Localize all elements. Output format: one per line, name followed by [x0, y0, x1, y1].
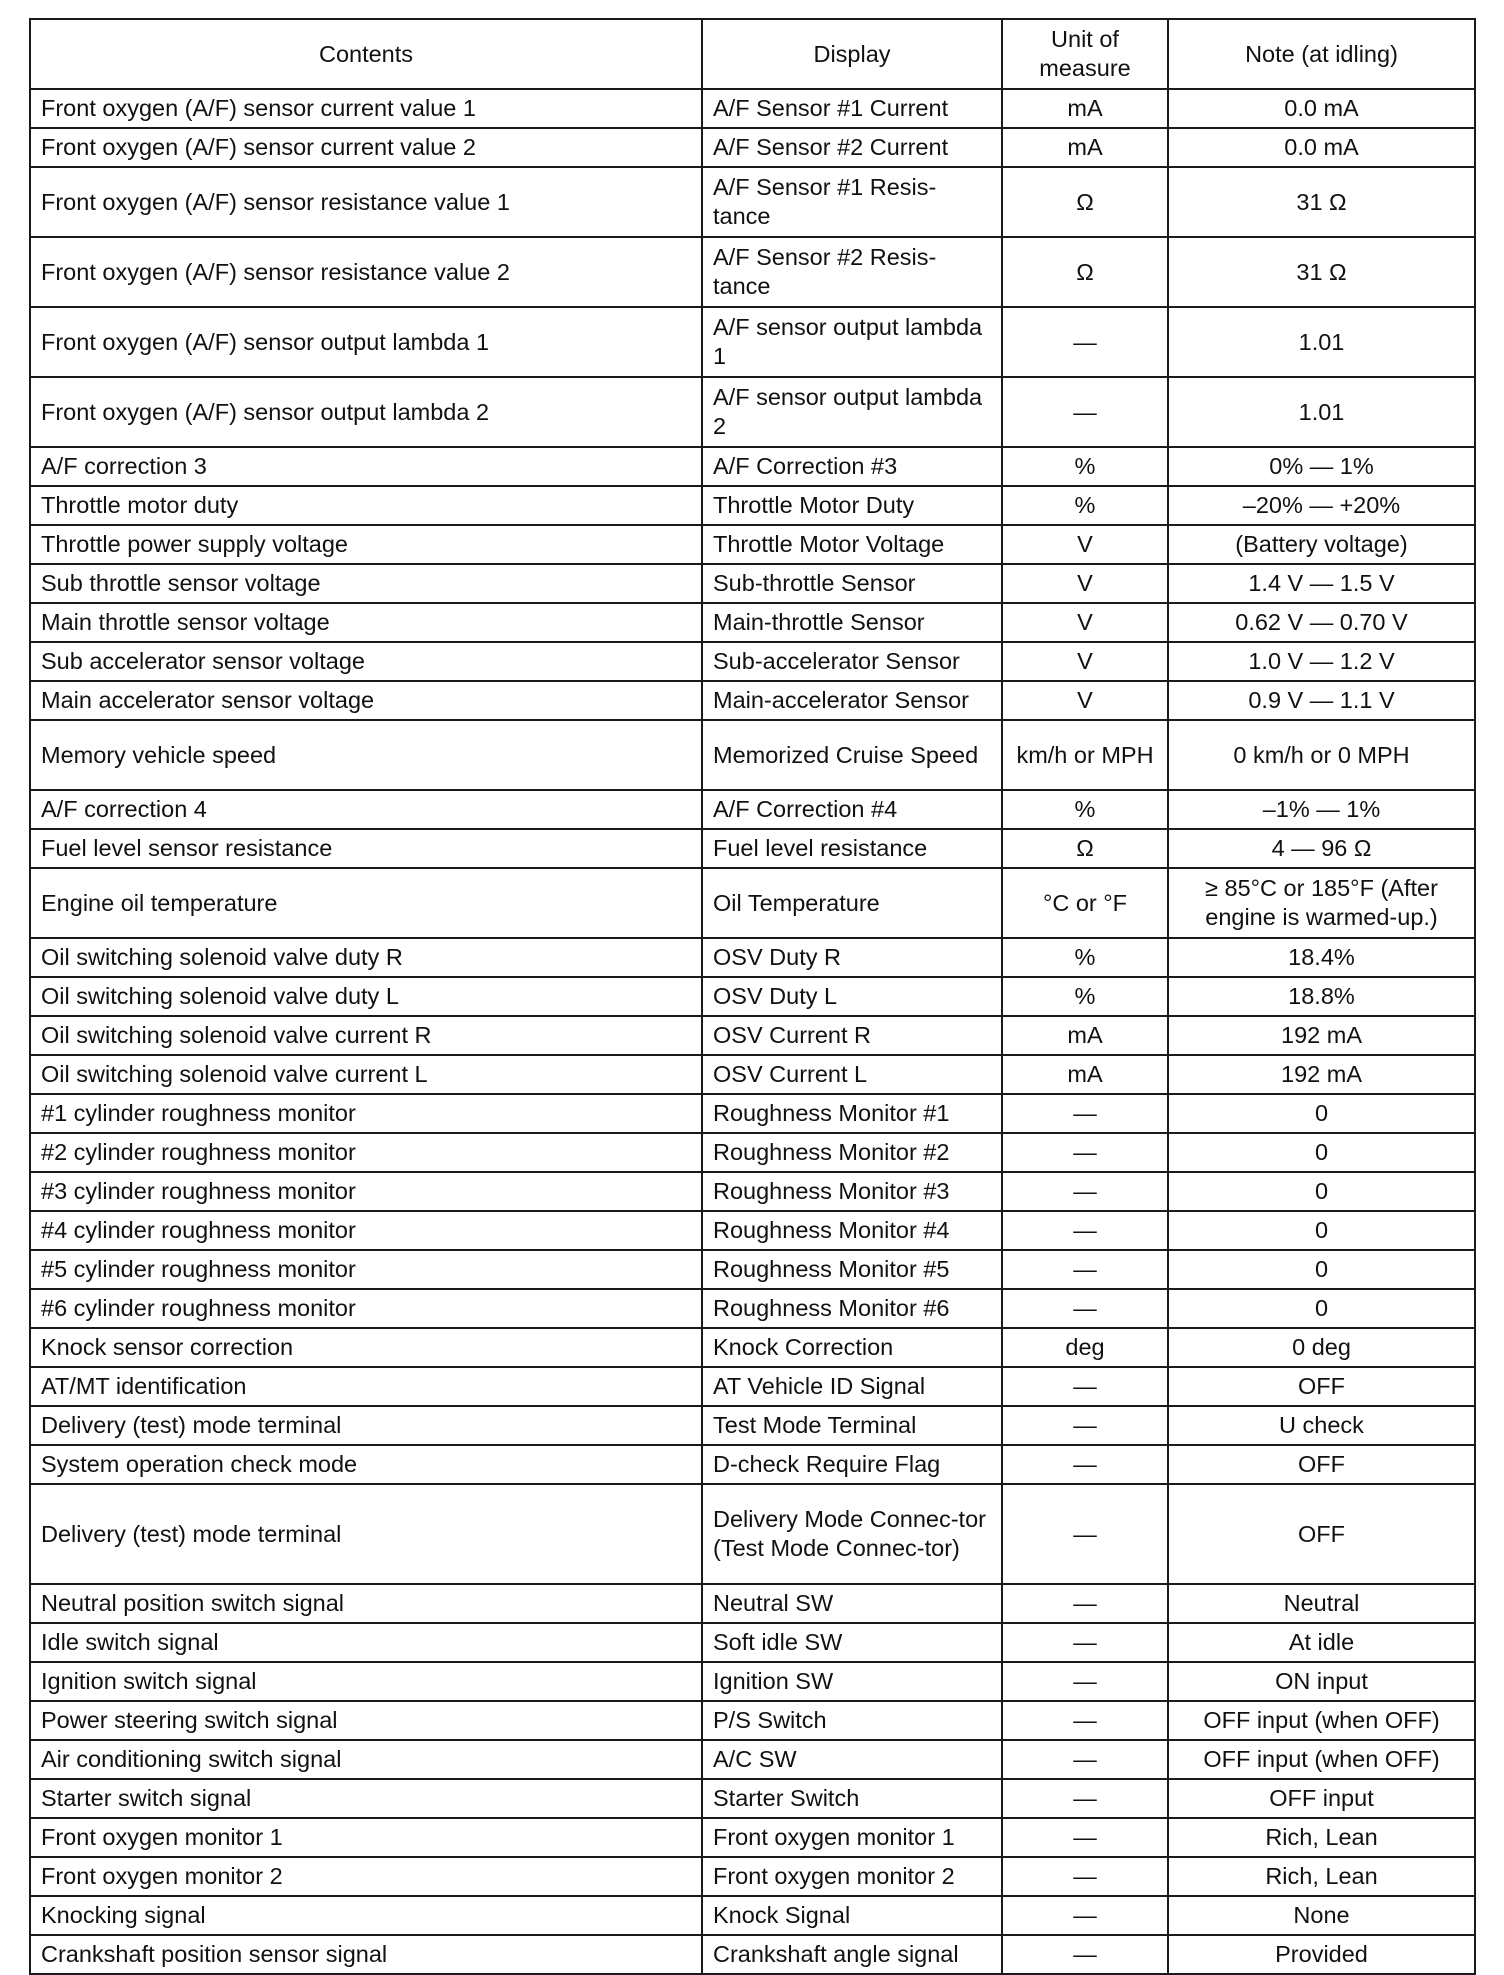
cell-contents: Crankshaft position sensor signal	[30, 1935, 702, 1974]
table-row	[30, 1701, 1475, 1740]
cell-note: Rich, Lean	[1168, 1818, 1475, 1857]
cell-contents: #1 cylinder roughness monitor	[30, 1094, 702, 1133]
cell-display: Roughness Monitor #1	[702, 1094, 1002, 1133]
cell-unit: Ω	[1002, 237, 1168, 307]
cell-unit: Ω	[1002, 167, 1168, 237]
cell-unit: —	[1002, 1289, 1168, 1328]
cell-display: Front oxygen monitor 2	[702, 1857, 1002, 1896]
cell-display: Main-accelerator Sensor	[702, 681, 1002, 720]
table-row	[30, 720, 1475, 790]
cell-note: At idle	[1168, 1623, 1475, 1662]
cell-contents: Air conditioning switch signal	[30, 1740, 702, 1779]
header-note: Note (at idling)	[1168, 19, 1475, 89]
cell-note: 1.4 V — 1.5 V	[1168, 564, 1475, 603]
table-row	[30, 1779, 1475, 1818]
cell-display: A/F Correction #4	[702, 790, 1002, 829]
table-row	[30, 1211, 1475, 1250]
cell-unit: V	[1002, 681, 1168, 720]
cell-note: OFF	[1168, 1445, 1475, 1484]
cell-contents: #6 cylinder roughness monitor	[30, 1289, 702, 1328]
cell-unit: °C or °F	[1002, 868, 1168, 938]
cell-note: 0.0 mA	[1168, 89, 1475, 128]
cell-contents: Oil switching solenoid valve current R	[30, 1016, 702, 1055]
cell-note: –20% — +20%	[1168, 486, 1475, 525]
cell-contents: Front oxygen (A/F) sensor current value 1	[30, 89, 702, 128]
cell-unit: —	[1002, 1896, 1168, 1935]
cell-display: A/F Sensor #1 Resis-tance	[702, 167, 1002, 237]
table-row	[30, 1172, 1475, 1211]
cell-display: Roughness Monitor #6	[702, 1289, 1002, 1328]
cell-display: Knock Signal	[702, 1896, 1002, 1935]
cell-contents: Neutral position switch signal	[30, 1584, 702, 1623]
table-row	[30, 1935, 1475, 1974]
cell-display: P/S Switch	[702, 1701, 1002, 1740]
table-row	[30, 525, 1475, 564]
table-row	[30, 1740, 1475, 1779]
table-row	[30, 1328, 1475, 1367]
cell-unit: km/h or MPH	[1002, 720, 1168, 790]
cell-contents: Main throttle sensor voltage	[30, 603, 702, 642]
cell-unit: mA	[1002, 1016, 1168, 1055]
table-row	[30, 1367, 1475, 1406]
cell-contents: Front oxygen monitor 2	[30, 1857, 702, 1896]
cell-note: OFF	[1168, 1484, 1475, 1584]
cell-display: Sub-throttle Sensor	[702, 564, 1002, 603]
cell-unit: —	[1002, 1133, 1168, 1172]
cell-unit: —	[1002, 1367, 1168, 1406]
cell-display: Throttle Motor Voltage	[702, 525, 1002, 564]
cell-display: A/F Sensor #1 Current	[702, 89, 1002, 128]
cell-note: 0	[1168, 1094, 1475, 1133]
cell-note: (Battery voltage)	[1168, 525, 1475, 564]
cell-contents: Delivery (test) mode terminal	[30, 1406, 702, 1445]
cell-unit: —	[1002, 1779, 1168, 1818]
cell-contents: System operation check mode	[30, 1445, 702, 1484]
cell-unit: —	[1002, 377, 1168, 447]
cell-unit: V	[1002, 564, 1168, 603]
cell-display: OSV Duty L	[702, 977, 1002, 1016]
cell-display: Sub-accelerator Sensor	[702, 642, 1002, 681]
table-row	[30, 167, 1475, 237]
table-row	[30, 307, 1475, 377]
cell-unit: %	[1002, 486, 1168, 525]
table-row	[30, 1094, 1475, 1133]
cell-contents: Sub throttle sensor voltage	[30, 564, 702, 603]
cell-note: 0% — 1%	[1168, 447, 1475, 486]
cell-contents: Memory vehicle speed	[30, 720, 702, 790]
table-row	[30, 1857, 1475, 1896]
table-row	[30, 642, 1475, 681]
table-row	[30, 938, 1475, 977]
cell-unit: mA	[1002, 89, 1168, 128]
table-row	[30, 829, 1475, 868]
cell-unit: —	[1002, 1445, 1168, 1484]
cell-note: 18.8%	[1168, 977, 1475, 1016]
cell-contents: Front oxygen (A/F) sensor current value 2	[30, 128, 702, 167]
cell-unit: —	[1002, 307, 1168, 377]
cell-unit: —	[1002, 1701, 1168, 1740]
table-row	[30, 1016, 1475, 1055]
cell-note: 0	[1168, 1250, 1475, 1289]
cell-unit: —	[1002, 1172, 1168, 1211]
cell-note: None	[1168, 1896, 1475, 1935]
cell-contents: Front oxygen (A/F) sensor resistance value 1	[30, 167, 702, 237]
table-row	[30, 1406, 1475, 1445]
cell-display: Oil Temperature	[702, 868, 1002, 938]
cell-contents: #3 cylinder roughness monitor	[30, 1172, 702, 1211]
cell-display: Crankshaft angle signal	[702, 1935, 1002, 1974]
cell-contents: Delivery (test) mode terminal	[30, 1484, 702, 1584]
table-row	[30, 1445, 1475, 1484]
table-row	[30, 603, 1475, 642]
cell-display: Delivery Mode Connec-tor (Test Mode Connec-tor)	[702, 1484, 1002, 1584]
table-row	[30, 1055, 1475, 1094]
cell-unit: —	[1002, 1406, 1168, 1445]
cell-unit: V	[1002, 642, 1168, 681]
cell-contents: Throttle motor duty	[30, 486, 702, 525]
table-row	[30, 377, 1475, 447]
table-row	[30, 1484, 1475, 1584]
table-row	[30, 1662, 1475, 1701]
cell-display: OSV Duty R	[702, 938, 1002, 977]
cell-unit: %	[1002, 938, 1168, 977]
cell-unit: —	[1002, 1662, 1168, 1701]
cell-display: OSV Current R	[702, 1016, 1002, 1055]
cell-note: 31 Ω	[1168, 237, 1475, 307]
cell-note: 0	[1168, 1211, 1475, 1250]
cell-unit: —	[1002, 1623, 1168, 1662]
table-row	[30, 790, 1475, 829]
cell-contents: Main accelerator sensor voltage	[30, 681, 702, 720]
cell-note: U check	[1168, 1406, 1475, 1445]
cell-display: A/F Sensor #2 Resis-tance	[702, 237, 1002, 307]
cell-display: Knock Correction	[702, 1328, 1002, 1367]
cell-display: Roughness Monitor #4	[702, 1211, 1002, 1250]
cell-contents: Oil switching solenoid valve current L	[30, 1055, 702, 1094]
table-row	[30, 1133, 1475, 1172]
table-row	[30, 868, 1475, 938]
table-row	[30, 486, 1475, 525]
cell-display: Ignition SW	[702, 1662, 1002, 1701]
cell-note: 31 Ω	[1168, 167, 1475, 237]
table-header-row	[30, 19, 1475, 89]
table-row	[30, 681, 1475, 720]
cell-display: Fuel level resistance	[702, 829, 1002, 868]
cell-note: 0.0 mA	[1168, 128, 1475, 167]
cell-contents: Oil switching solenoid valve duty R	[30, 938, 702, 977]
cell-display: A/F sensor output lambda 1	[702, 307, 1002, 377]
table-row	[30, 1896, 1475, 1935]
cell-unit: —	[1002, 1857, 1168, 1896]
table-row	[30, 1250, 1475, 1289]
cell-contents: Idle switch signal	[30, 1623, 702, 1662]
cell-unit: —	[1002, 1211, 1168, 1250]
table-row	[30, 89, 1475, 128]
cell-note: OFF	[1168, 1367, 1475, 1406]
cell-contents: Oil switching solenoid valve duty L	[30, 977, 702, 1016]
cell-display: Neutral SW	[702, 1584, 1002, 1623]
cell-contents: Knock sensor correction	[30, 1328, 702, 1367]
cell-note: OFF input	[1168, 1779, 1475, 1818]
cell-contents: Front oxygen (A/F) sensor output lambda 1	[30, 307, 702, 377]
cell-note: 192 mA	[1168, 1016, 1475, 1055]
cell-contents: #5 cylinder roughness monitor	[30, 1250, 702, 1289]
data-monitor-table	[29, 18, 1476, 1975]
cell-note: 1.0 V — 1.2 V	[1168, 642, 1475, 681]
table-row	[30, 1289, 1475, 1328]
cell-note: Provided	[1168, 1935, 1475, 1974]
cell-unit: V	[1002, 525, 1168, 564]
cell-contents: Front oxygen (A/F) sensor resistance value 2	[30, 237, 702, 307]
table-row	[30, 128, 1475, 167]
cell-note: 0 deg	[1168, 1328, 1475, 1367]
cell-contents: A/F correction 3	[30, 447, 702, 486]
cell-contents: Knocking signal	[30, 1896, 702, 1935]
cell-note: OFF input (when OFF)	[1168, 1701, 1475, 1740]
cell-note: 192 mA	[1168, 1055, 1475, 1094]
cell-contents: Ignition switch signal	[30, 1662, 702, 1701]
cell-unit: —	[1002, 1094, 1168, 1133]
cell-unit: %	[1002, 790, 1168, 829]
cell-contents: Throttle power supply voltage	[30, 525, 702, 564]
cell-display: Roughness Monitor #3	[702, 1172, 1002, 1211]
table-row	[30, 977, 1475, 1016]
cell-display: OSV Current L	[702, 1055, 1002, 1094]
cell-note: OFF input (when OFF)	[1168, 1740, 1475, 1779]
cell-note: 1.01	[1168, 307, 1475, 377]
table-row	[30, 1818, 1475, 1857]
cell-note: ≥ 85°C or 185°F (After engine is warmed-up.)	[1168, 868, 1475, 938]
cell-contents: Sub accelerator sensor voltage	[30, 642, 702, 681]
cell-contents: Engine oil temperature	[30, 868, 702, 938]
cell-note: 18.4%	[1168, 938, 1475, 977]
table-row	[30, 564, 1475, 603]
cell-note: 0	[1168, 1289, 1475, 1328]
cell-display: Roughness Monitor #2	[702, 1133, 1002, 1172]
cell-display: A/C SW	[702, 1740, 1002, 1779]
cell-display: A/F sensor output lambda 2	[702, 377, 1002, 447]
cell-note: 0.62 V — 0.70 V	[1168, 603, 1475, 642]
cell-unit: —	[1002, 1484, 1168, 1584]
cell-unit: mA	[1002, 128, 1168, 167]
cell-contents: #4 cylinder roughness monitor	[30, 1211, 702, 1250]
cell-contents: AT/MT identification	[30, 1367, 702, 1406]
cell-display: AT Vehicle ID Signal	[702, 1367, 1002, 1406]
cell-unit: deg	[1002, 1328, 1168, 1367]
cell-note: 0	[1168, 1133, 1475, 1172]
table-row	[30, 447, 1475, 486]
cell-display: Front oxygen monitor 1	[702, 1818, 1002, 1857]
cell-unit: V	[1002, 603, 1168, 642]
cell-display: Throttle Motor Duty	[702, 486, 1002, 525]
cell-display: A/F Sensor #2 Current	[702, 128, 1002, 167]
cell-unit: %	[1002, 447, 1168, 486]
cell-unit: mA	[1002, 1055, 1168, 1094]
cell-unit: —	[1002, 1818, 1168, 1857]
cell-contents: #2 cylinder roughness monitor	[30, 1133, 702, 1172]
cell-unit: Ω	[1002, 829, 1168, 868]
cell-display: Test Mode Terminal	[702, 1406, 1002, 1445]
cell-display: Starter Switch	[702, 1779, 1002, 1818]
cell-unit: %	[1002, 977, 1168, 1016]
cell-display: D-check Require Flag	[702, 1445, 1002, 1484]
cell-display: Memorized Cruise Speed	[702, 720, 1002, 790]
cell-note: Neutral	[1168, 1584, 1475, 1623]
cell-contents: Starter switch signal	[30, 1779, 702, 1818]
cell-unit: —	[1002, 1740, 1168, 1779]
cell-note: 0 km/h or 0 MPH	[1168, 720, 1475, 790]
cell-note: 4 — 96 Ω	[1168, 829, 1475, 868]
cell-contents: Front oxygen (A/F) sensor output lambda 2	[30, 377, 702, 447]
cell-note: Rich, Lean	[1168, 1857, 1475, 1896]
table-row	[30, 1584, 1475, 1623]
cell-note: ON input	[1168, 1662, 1475, 1701]
cell-display: Roughness Monitor #5	[702, 1250, 1002, 1289]
cell-unit: —	[1002, 1250, 1168, 1289]
table-row	[30, 237, 1475, 307]
cell-contents: Front oxygen monitor 1	[30, 1818, 702, 1857]
cell-display: A/F Correction #3	[702, 447, 1002, 486]
cell-display: Soft idle SW	[702, 1623, 1002, 1662]
header-display: Display	[702, 19, 1002, 89]
cell-note: 0	[1168, 1172, 1475, 1211]
cell-contents: Fuel level sensor resistance	[30, 829, 702, 868]
header-unit: Unit of measure	[1002, 19, 1168, 89]
table-row	[30, 1623, 1475, 1662]
cell-note: 1.01	[1168, 377, 1475, 447]
cell-note: –1% — 1%	[1168, 790, 1475, 829]
cell-contents: A/F correction 4	[30, 790, 702, 829]
cell-note: 0.9 V — 1.1 V	[1168, 681, 1475, 720]
header-contents: Contents	[30, 19, 702, 89]
cell-unit: —	[1002, 1935, 1168, 1974]
cell-unit: —	[1002, 1584, 1168, 1623]
table-body	[30, 89, 1475, 1974]
cell-display: Main-throttle Sensor	[702, 603, 1002, 642]
cell-contents: Power steering switch signal	[30, 1701, 702, 1740]
